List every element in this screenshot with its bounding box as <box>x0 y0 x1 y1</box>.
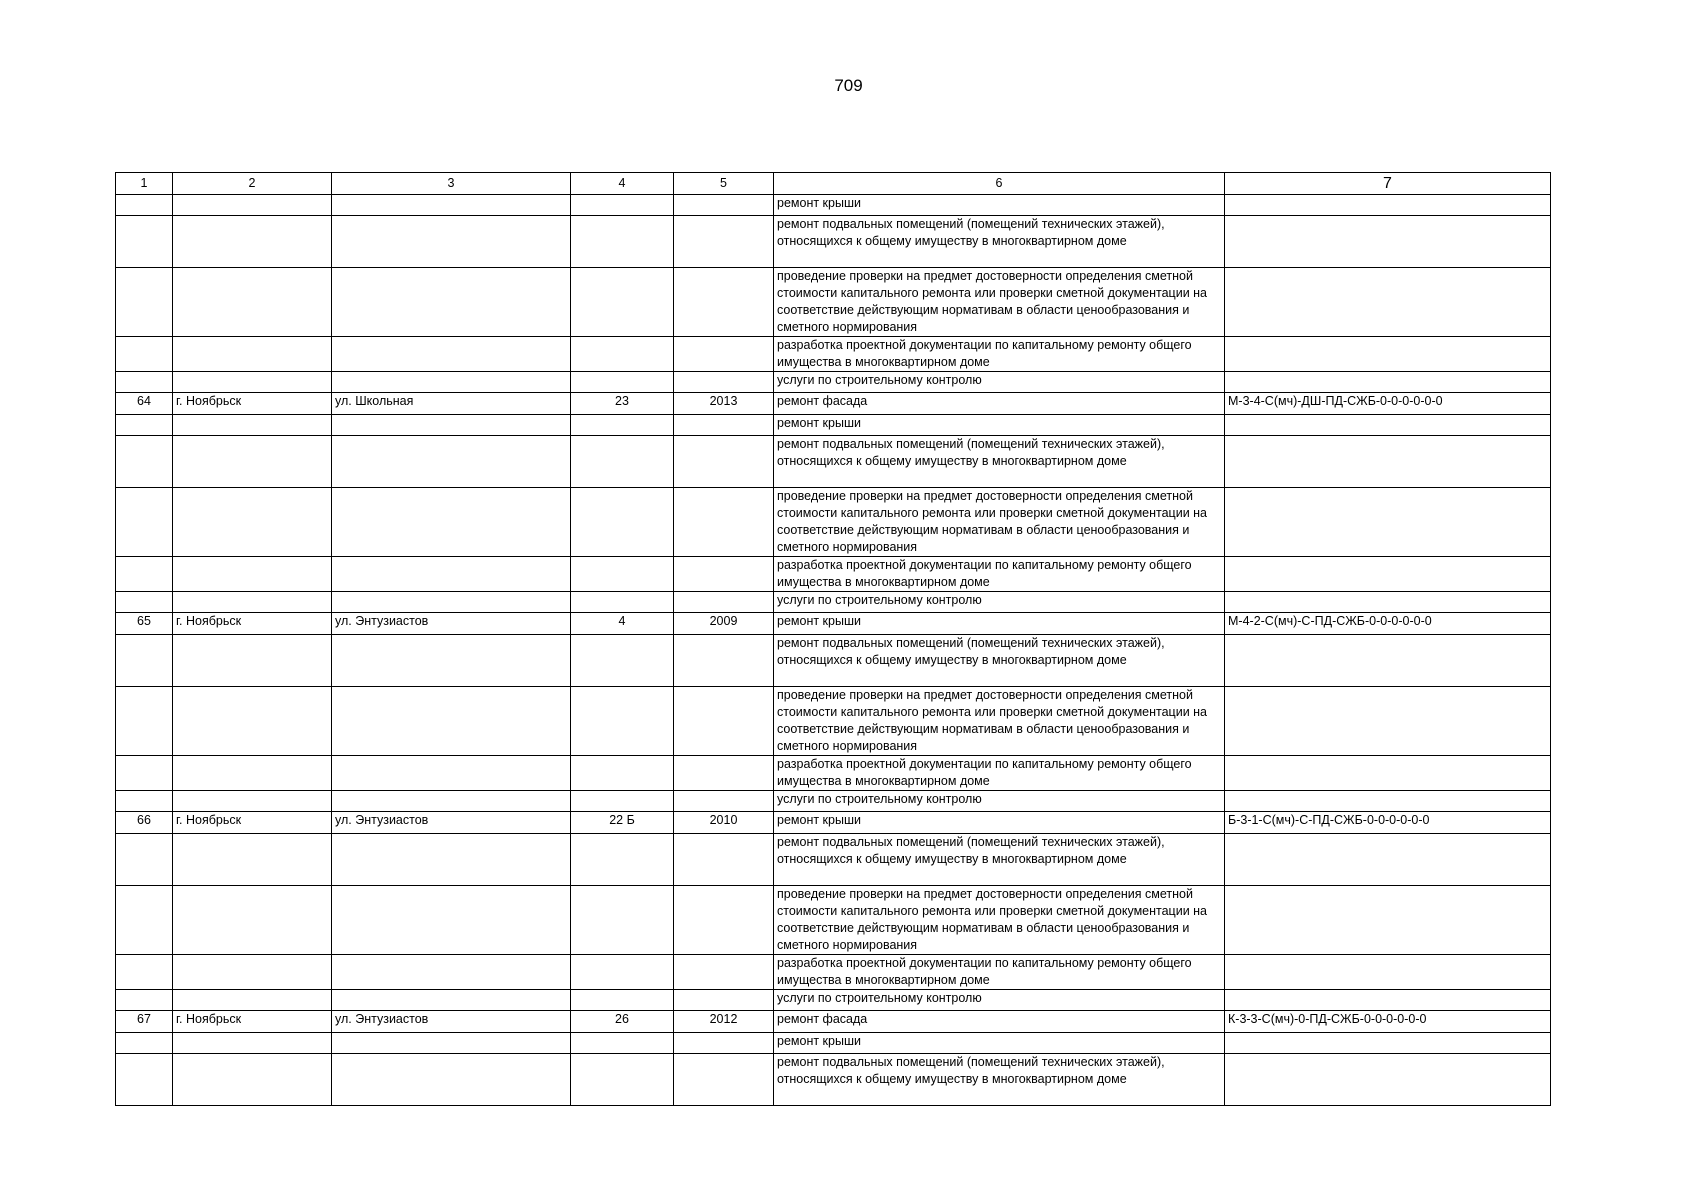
table-body <box>116 195 1551 1106</box>
cell-city <box>173 268 332 337</box>
cell-number <box>116 268 173 337</box>
cell-city <box>173 1033 332 1054</box>
cell-house <box>571 415 674 436</box>
cell-house <box>571 635 674 687</box>
cell-code <box>1225 592 1551 613</box>
cell-street <box>332 886 571 955</box>
cell-year <box>674 1054 774 1106</box>
table-row <box>116 886 1551 955</box>
cell-number <box>116 791 173 812</box>
cell-city <box>173 195 332 216</box>
cell-year <box>674 415 774 436</box>
cell-number: 66 <box>116 812 173 834</box>
cell-street <box>332 1033 571 1054</box>
cell-number <box>116 1033 173 1054</box>
cell-code <box>1225 635 1551 687</box>
cell-street <box>332 687 571 756</box>
cell-street <box>332 791 571 812</box>
cell-work-type: ремонт подвальных помещений (помещений технических этажей), относящихся к общему имуществу в многоквартирном доме <box>774 635 1225 687</box>
cell-city <box>173 886 332 955</box>
cell-street <box>332 557 571 592</box>
header-row <box>116 173 1551 195</box>
cell-house <box>571 886 674 955</box>
cell-house <box>571 990 674 1011</box>
cell-work-type: разработка проектной документации по капитальному ремонту общего имущества в многоквартирном доме <box>774 955 1225 990</box>
table-header <box>116 173 1551 195</box>
table-row <box>116 635 1551 687</box>
cell-code: К-3-3-С(мч)-0-ПД-СЖБ-0-0-0-0-0-0 <box>1225 1011 1551 1033</box>
cell-code: Б-3-1-С(мч)-С-ПД-СЖБ-0-0-0-0-0-0 <box>1225 812 1551 834</box>
cell-street <box>332 372 571 393</box>
cell-city: г. Ноябрьск <box>173 393 332 415</box>
cell-street <box>332 195 571 216</box>
cell-number <box>116 216 173 268</box>
cell-house: 26 <box>571 1011 674 1033</box>
cell-year: 2009 <box>674 613 774 635</box>
cell-number <box>116 635 173 687</box>
cell-number <box>116 415 173 436</box>
cell-work-type: разработка проектной документации по капитальному ремонту общего имущества в многоквартирном доме <box>774 756 1225 791</box>
table-row <box>116 756 1551 791</box>
cell-work-type: услуги по строительному контролю <box>774 592 1225 613</box>
cell-work-type: ремонт подвальных помещений (помещений технических этажей), относящихся к общему имуществу в многоквартирном доме <box>774 436 1225 488</box>
cell-city <box>173 635 332 687</box>
cell-street <box>332 635 571 687</box>
cell-house <box>571 791 674 812</box>
capital-repair-table <box>115 172 1551 1106</box>
cell-code <box>1225 791 1551 812</box>
cell-code <box>1225 195 1551 216</box>
cell-city: г. Ноябрьск <box>173 613 332 635</box>
cell-number <box>116 557 173 592</box>
cell-code <box>1225 834 1551 886</box>
cell-street <box>332 756 571 791</box>
cell-street <box>332 436 571 488</box>
cell-code <box>1225 436 1551 488</box>
cell-code <box>1225 216 1551 268</box>
cell-house <box>571 337 674 372</box>
cell-house <box>571 216 674 268</box>
cell-street <box>332 990 571 1011</box>
cell-number <box>116 488 173 557</box>
cell-work-type: ремонт фасада <box>774 1011 1225 1033</box>
cell-year <box>674 216 774 268</box>
header-col-2: 2 <box>173 173 332 195</box>
header-col-7: 7 <box>1225 173 1551 195</box>
cell-work-type: ремонт крыши <box>774 415 1225 436</box>
cell-house <box>571 955 674 990</box>
cell-year <box>674 635 774 687</box>
cell-year <box>674 1033 774 1054</box>
cell-city <box>173 990 332 1011</box>
cell-code <box>1225 955 1551 990</box>
table-row <box>116 592 1551 613</box>
page-number: 709 <box>834 76 863 95</box>
cell-house <box>571 488 674 557</box>
cell-year <box>674 955 774 990</box>
cell-work-type: проведение проверки на предмет достоверности определения сметной стоимости капитального ремонта или проверки сметной документации на соответствие действующим нормативам в области ценообразования и сметного нормирования <box>774 488 1225 557</box>
cell-work-type: ремонт крыши <box>774 195 1225 216</box>
cell-house: 4 <box>571 613 674 635</box>
cell-house <box>571 834 674 886</box>
cell-street <box>332 415 571 436</box>
cell-number <box>116 1054 173 1106</box>
cell-city: г. Ноябрьск <box>173 812 332 834</box>
header-col-1: 1 <box>116 173 173 195</box>
cell-street <box>332 268 571 337</box>
table-row <box>116 1054 1551 1106</box>
cell-code <box>1225 372 1551 393</box>
cell-work-type: проведение проверки на предмет достоверности определения сметной стоимости капитального ремонта или проверки сметной документации на соответствие действующим нормативам в области ценообразования и сметного нормирования <box>774 886 1225 955</box>
table-row <box>116 195 1551 216</box>
table-row <box>116 337 1551 372</box>
cell-year <box>674 372 774 393</box>
cell-house: 22 Б <box>571 812 674 834</box>
cell-code <box>1225 1054 1551 1106</box>
cell-number <box>116 592 173 613</box>
table-row <box>116 990 1551 1011</box>
cell-number <box>116 195 173 216</box>
cell-code <box>1225 268 1551 337</box>
cell-number <box>116 372 173 393</box>
table-row <box>116 613 1551 635</box>
cell-city <box>173 488 332 557</box>
cell-street: ул. Энтузиастов <box>332 812 571 834</box>
cell-work-type: ремонт фасада <box>774 393 1225 415</box>
cell-number: 67 <box>116 1011 173 1033</box>
cell-work-type: разработка проектной документации по капитальному ремонту общего имущества в многоквартирном доме <box>774 557 1225 592</box>
cell-year <box>674 337 774 372</box>
cell-street <box>332 216 571 268</box>
cell-year <box>674 488 774 557</box>
table-row <box>116 812 1551 834</box>
table-row <box>116 488 1551 557</box>
cell-number <box>116 990 173 1011</box>
cell-year: 2013 <box>674 393 774 415</box>
cell-work-type: разработка проектной документации по капитальному ремонту общего имущества в многоквартирном доме <box>774 337 1225 372</box>
header-col-4: 4 <box>571 173 674 195</box>
cell-city <box>173 1054 332 1106</box>
cell-code <box>1225 756 1551 791</box>
cell-house <box>571 195 674 216</box>
cell-house <box>571 1054 674 1106</box>
cell-number <box>116 955 173 990</box>
cell-work-type: ремонт крыши <box>774 1033 1225 1054</box>
cell-city <box>173 592 332 613</box>
cell-number: 65 <box>116 613 173 635</box>
cell-city <box>173 372 332 393</box>
cell-street <box>332 488 571 557</box>
cell-city <box>173 687 332 756</box>
table-row <box>116 791 1551 812</box>
table-row <box>116 415 1551 436</box>
cell-city <box>173 834 332 886</box>
cell-street <box>332 337 571 372</box>
cell-work-type: услуги по строительному контролю <box>774 791 1225 812</box>
cell-house <box>571 436 674 488</box>
cell-work-type: ремонт подвальных помещений (помещений технических этажей), относящихся к общему имуществу в многоквартирном доме <box>774 1054 1225 1106</box>
cell-year <box>674 886 774 955</box>
cell-street <box>332 834 571 886</box>
cell-street: ул. Школьная <box>332 393 571 415</box>
cell-year <box>674 557 774 592</box>
cell-city <box>173 337 332 372</box>
cell-year <box>674 268 774 337</box>
cell-house <box>571 687 674 756</box>
cell-street <box>332 955 571 990</box>
cell-house: 23 <box>571 393 674 415</box>
cell-number <box>116 337 173 372</box>
cell-year <box>674 592 774 613</box>
cell-city <box>173 756 332 791</box>
cell-house <box>571 372 674 393</box>
table-row <box>116 372 1551 393</box>
cell-year <box>674 990 774 1011</box>
table-row <box>116 216 1551 268</box>
cell-year <box>674 791 774 812</box>
cell-year: 2012 <box>674 1011 774 1033</box>
header-col-5: 5 <box>674 173 774 195</box>
cell-work-type: проведение проверки на предмет достоверности определения сметной стоимости капитального ремонта или проверки сметной документации на соответствие действующим нормативам в области ценообразования и сметного нормирования <box>774 268 1225 337</box>
cell-work-type: ремонт подвальных помещений (помещений технических этажей), относящихся к общему имуществу в многоквартирном доме <box>774 834 1225 886</box>
cell-number: 64 <box>116 393 173 415</box>
cell-year <box>674 687 774 756</box>
table-row <box>116 1011 1551 1033</box>
table-row <box>116 955 1551 990</box>
cell-number <box>116 436 173 488</box>
cell-work-type: ремонт крыши <box>774 613 1225 635</box>
cell-house <box>571 756 674 791</box>
table-row <box>116 436 1551 488</box>
table-row <box>116 393 1551 415</box>
cell-house <box>571 268 674 337</box>
cell-code: М-4-2-С(мч)-С-ПД-СЖБ-0-0-0-0-0-0 <box>1225 613 1551 635</box>
cell-street <box>332 1054 571 1106</box>
table-row <box>116 687 1551 756</box>
cell-year: 2010 <box>674 812 774 834</box>
table-row <box>116 834 1551 886</box>
cell-year <box>674 436 774 488</box>
cell-year <box>674 834 774 886</box>
cell-city <box>173 415 332 436</box>
cell-street: ул. Энтузиастов <box>332 1011 571 1033</box>
header-col-6: 6 <box>774 173 1225 195</box>
cell-house <box>571 592 674 613</box>
cell-work-type: проведение проверки на предмет достоверности определения сметной стоимости капитального ремонта или проверки сметной документации на соответствие действующим нормативам в области ценообразования и сметного нормирования <box>774 687 1225 756</box>
cell-street: ул. Энтузиастов <box>332 613 571 635</box>
cell-city <box>173 955 332 990</box>
table-row <box>116 557 1551 592</box>
header-col-3: 3 <box>332 173 571 195</box>
cell-work-type: услуги по строительному контролю <box>774 990 1225 1011</box>
table-row <box>116 1033 1551 1054</box>
cell-code <box>1225 337 1551 372</box>
cell-street <box>332 592 571 613</box>
cell-city <box>173 791 332 812</box>
cell-code <box>1225 886 1551 955</box>
cell-code <box>1225 557 1551 592</box>
cell-number <box>116 687 173 756</box>
cell-year <box>674 756 774 791</box>
cell-city <box>173 557 332 592</box>
cell-code <box>1225 687 1551 756</box>
cell-house <box>571 557 674 592</box>
cell-house <box>571 1033 674 1054</box>
cell-work-type: ремонт подвальных помещений (помещений технических этажей), относящихся к общему имуществу в многоквартирном доме <box>774 216 1225 268</box>
table-row <box>116 268 1551 337</box>
cell-code <box>1225 990 1551 1011</box>
cell-year <box>674 195 774 216</box>
cell-city <box>173 436 332 488</box>
cell-work-type: услуги по строительному контролю <box>774 372 1225 393</box>
cell-number <box>116 886 173 955</box>
cell-work-type: ремонт крыши <box>774 812 1225 834</box>
cell-city: г. Ноябрьск <box>173 1011 332 1033</box>
cell-number <box>116 834 173 886</box>
cell-city <box>173 216 332 268</box>
cell-code <box>1225 415 1551 436</box>
cell-code: М-3-4-С(мч)-ДШ-ПД-СЖБ-0-0-0-0-0-0 <box>1225 393 1551 415</box>
cell-code <box>1225 1033 1551 1054</box>
cell-number <box>116 756 173 791</box>
cell-code <box>1225 488 1551 557</box>
